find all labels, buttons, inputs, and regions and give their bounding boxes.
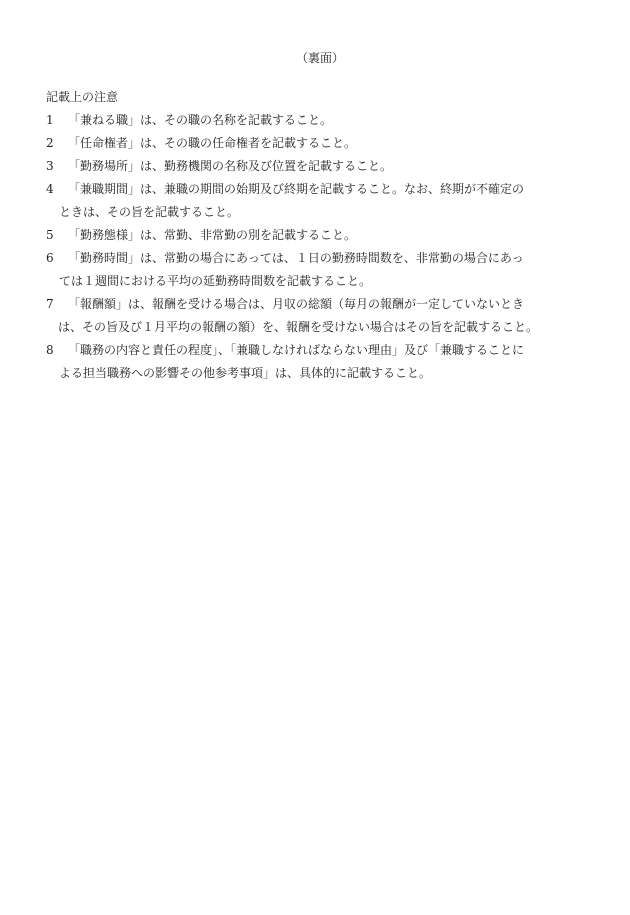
page-header — [0, 47, 630, 70]
note-number: 8 — [46, 343, 54, 357]
note-number: 5 — [46, 228, 54, 242]
note-text: 「兼ねる職」は、その職の名称を記載すること。 — [62, 113, 333, 127]
note-item-5 — [0, 224, 630, 247]
note-text-continued: は、その旨及び１月平均の報酬の額）を、報酬を受けない場合はその旨を記載すること。 — [58, 320, 539, 334]
note-item-3 — [0, 155, 630, 178]
notes-list — [0, 109, 630, 385]
note-item-1 — [0, 109, 630, 132]
note-item-8 — [0, 339, 630, 385]
note-text: 「勤務時間」は、常勤の場合にあっては、１日の勤務時間数を、非常勤の場合にあっ — [62, 251, 524, 265]
note-text: 「職務の内容と責任の程度」、「兼職しなければならない理由」及び「兼職することに — [62, 343, 525, 357]
note-number: 1 — [46, 113, 54, 127]
note-text: 「勤務態様」は、常勤、非常勤の別を記載すること。 — [62, 228, 357, 242]
note-text: 「兼職期間」は、兼職の期間の始期及び終期を記載すること。なお、終期が不確定の — [62, 182, 525, 196]
note-number: 3 — [46, 159, 54, 173]
note-item-7 — [0, 293, 630, 339]
side-label: （裏面） — [296, 51, 345, 65]
section-title: 記載上の注意 — [46, 90, 119, 104]
note-text-continued: ては１週間における平均の延勤務時間数を記載すること。 — [59, 274, 372, 288]
note-item-2 — [0, 132, 630, 155]
note-text: 「勤務場所」は、勤務機関の名称及び位置を記載すること。 — [62, 159, 393, 173]
note-number: 6 — [46, 251, 54, 265]
note-item-4 — [0, 178, 630, 224]
note-number: 7 — [46, 297, 54, 311]
note-item-6 — [0, 247, 630, 293]
note-number: 4 — [46, 182, 54, 196]
note-text-continued: ときは、その旨を記載すること。 — [59, 205, 240, 219]
note-number: 2 — [46, 136, 54, 150]
note-text-continued: よる担当職務への影響その他参考事項」は、具体的に記載すること。 — [59, 366, 432, 380]
note-text: 「報酬額」は、報酬を受ける場合は、月収の総額（毎月の報酬が一定していないとき — [62, 297, 525, 311]
note-text: 「任命権者」は、その職の任命権者を記載すること。 — [62, 136, 357, 150]
